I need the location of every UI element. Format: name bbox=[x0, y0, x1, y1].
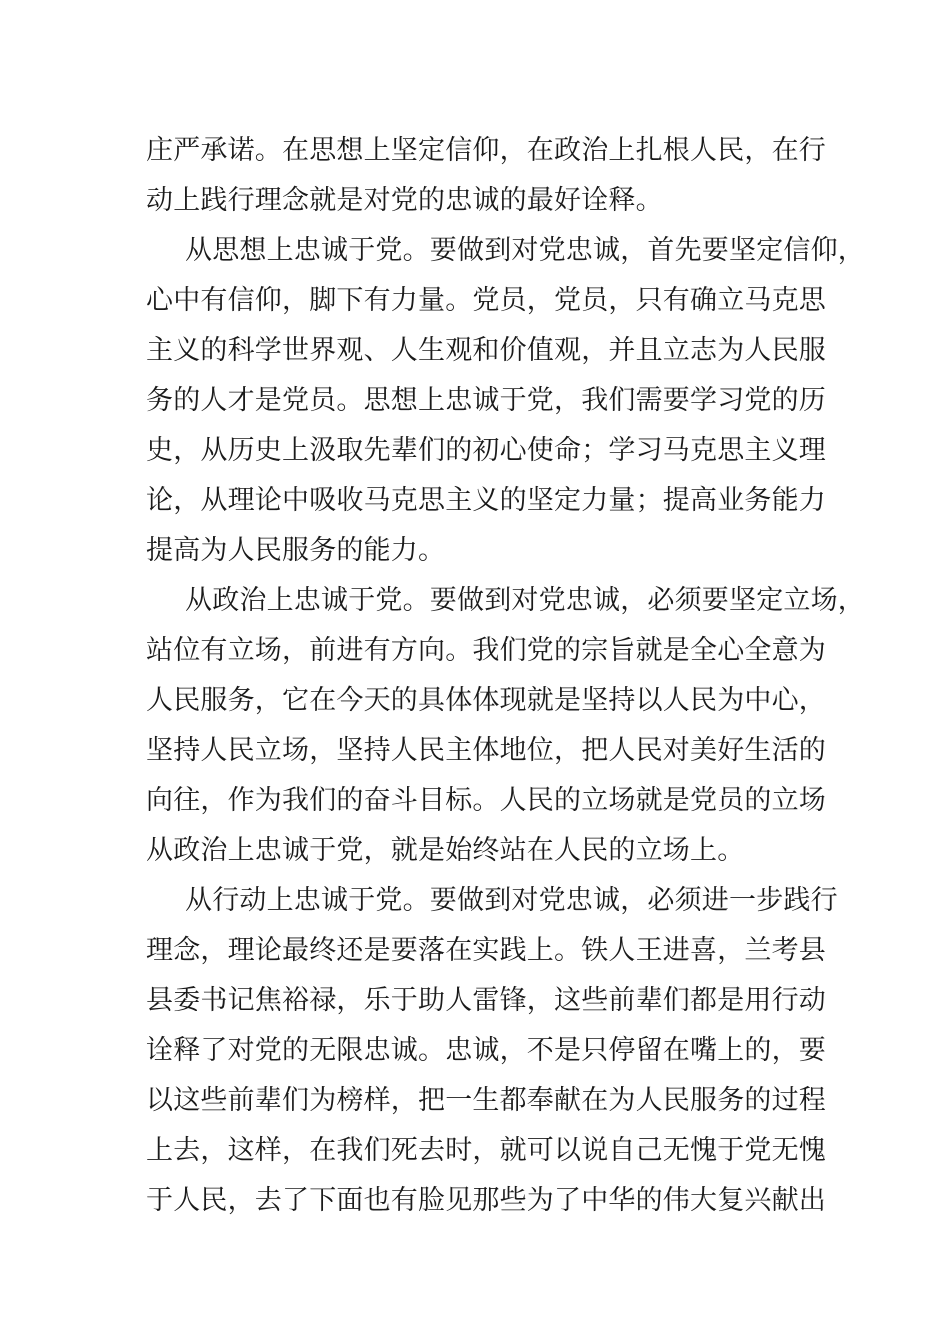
text-line: 动上践行理念就是对党的忠诚的最好诠释。 bbox=[146, 185, 663, 216]
text-line: 史，从历史上汲取先辈们的初心使命；学习马克思主义理 bbox=[146, 435, 826, 466]
paragraph-first-line: 从思想上忠诚于党。要做到对党忠诚，首先要坚定信仰， bbox=[185, 235, 865, 266]
text-line: 提高为人民服务的能力。 bbox=[146, 535, 446, 566]
text-line: 论，从理论中吸收马克思主义的坚定力量；提高业务能力 bbox=[146, 485, 826, 516]
text-line: 主义的科学世界观、人生观和价值观，并且立志为人民服 bbox=[146, 335, 826, 366]
text-line: 从政治上忠诚于党，就是始终站在人民的立场上。 bbox=[146, 835, 745, 866]
paragraph-first-line: 从政治上忠诚于党。要做到对党忠诚，必须要坚定立场， bbox=[185, 585, 865, 616]
text-line: 诠释了对党的无限忠诚。忠诚，不是只停留在嘴上的，要 bbox=[146, 1035, 826, 1066]
text-line: 庄严承诺。在思想上坚定信仰，在政治上扎根人民，在行 bbox=[146, 135, 826, 166]
text-line: 心中有信仰，脚下有力量。党员，党员，只有确立马克思 bbox=[146, 285, 826, 316]
text-line: 理念，理论最终还是要落在实践上。铁人王进喜，兰考县 bbox=[146, 935, 826, 966]
text-line: 站位有立场，前进有方向。我们党的宗旨就是全心全意为 bbox=[146, 635, 826, 666]
text-line: 人民服务，它在今天的具体体现就是坚持以人民为中心， bbox=[146, 685, 826, 716]
text-line: 上去，这样，在我们死去时，就可以说自己无愧于党无愧 bbox=[146, 1135, 826, 1166]
text-line: 向往，作为我们的奋斗目标。人民的立场就是党员的立场 bbox=[146, 785, 826, 816]
paragraph-first-line: 从行动上忠诚于党。要做到对党忠诚，必须进一步践行 bbox=[185, 885, 838, 916]
text-line: 以这些前辈们为榜样，把一生都奉献在为人民服务的过程 bbox=[146, 1085, 826, 1116]
text-line: 于人民，去了下面也有脸见那些为了中华的伟大复兴献出 bbox=[146, 1185, 826, 1216]
text-line: 坚持人民立场，坚持人民主体地位，把人民对美好生活的 bbox=[146, 735, 826, 766]
text-line: 务的人才是党员。思想上忠诚于党，我们需要学习党的历 bbox=[146, 385, 826, 416]
text-line: 县委书记焦裕禄，乐于助人雷锋，这些前辈们都是用行动 bbox=[146, 985, 826, 1016]
